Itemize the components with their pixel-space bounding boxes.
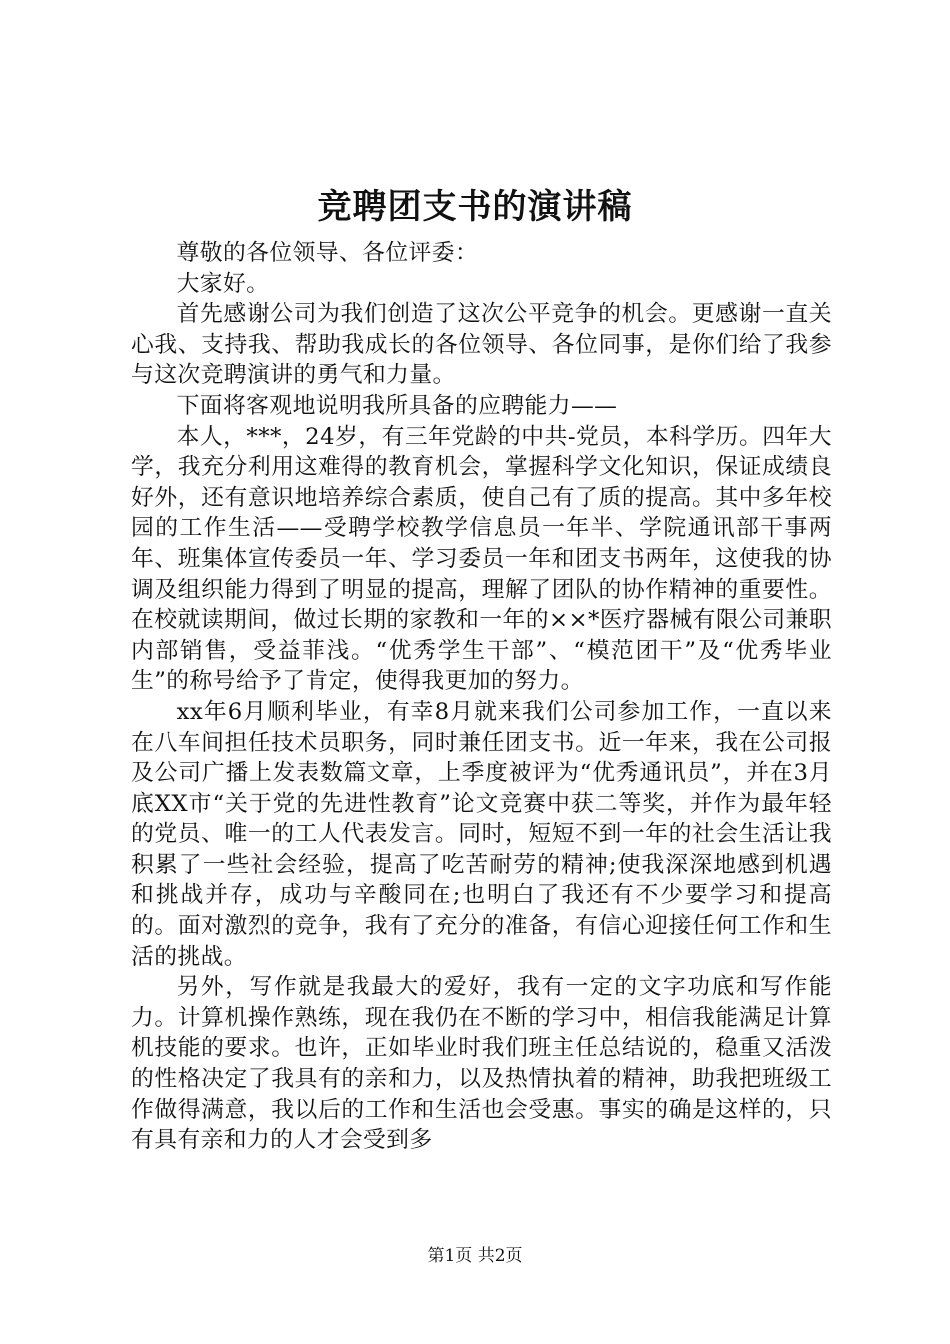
- salutation: 尊敬的各位领导、各位评委：: [176, 240, 479, 266]
- document-title: 竞聘团支书的演讲稿: [317, 187, 633, 227]
- paragraph-work: xx年6月顺利毕业，有幸8月就来我们公司参加工作，一直以来在八车间担任技术员职务，同时兼任团支书。近一年来，我在公司报及公司广播上发表数篇文章，上季度被评为“优秀通讯员”，并在3月底XX市“关于党的先进性教育”论文竞赛中获二等奖，并作为最年轻的党员、唯一的工人代表发言。同时，短短不到一年的社会生活让我积累了一些社会经验，提高了吃苦耐劳的精神;使我深深地感到机遇和挑战并存，成功与辛酸同在;也明白了我还有不少要学习和提高的。面对激烈的竞争，我有了充分的准备，有信心迎接任何工作和生活的挑战。: [131, 698, 832, 970]
- paragraph-thanks: 首先感谢公司为我们创造了这次公平竞争的机会。更感谢一直关心我、支持我、帮助我成长的各位领导、各位同事，是你们给了我参与这次竞聘演讲的勇气和力量。: [131, 301, 832, 389]
- page-footer: 第1页 共2页: [427, 1246, 523, 1266]
- document-body: [131, 238, 832, 1156]
- paragraph-skills: 另外，写作就是我最大的爱好，我有一定的文字功底和写作能力。计算机操作熟练，现在我仍在不断的学习中，相信我能满足计算机技能的要求。也许，正如毕业时我们班主任总结说的，稳重又活泼的性格决定了我具有的亲和力，以及热情执着的精神，助我把班级工作做得满意，我以后的工作和生活也会受惠。事实的确是这样的，只有具有亲和力的人才会受到多: [131, 974, 832, 1154]
- paragraph-intro: 下面将客观地说明我所具备的应聘能力——: [176, 392, 618, 419]
- paragraph-background: 本人，***，24岁，有三年党龄的中共-党员，本科学历。四年大学，我充分利用这难得的教育机会，掌握科学文化知识，保证成绩良好外，还有意识地培养综合素质，使自己有了质的提高。其中多年校园的工作生活——受聘学校教学信息员一年半、学院通讯部干事两年、班集体宣传委员一年、学习委员一年和团支书两年，这使我的协调及组织能力得到了明显的提高，理解了团队的协作精神的重要性。在校就读期间，做过长期的家教和一年的××*医疗器械有限公司兼职内部销售，受益菲浅。“优秀学生干部”、“模范团干”及“优秀毕业生”的称号给予了肯定，使得我更加的努力。: [131, 423, 832, 695]
- greeting: 大家好。: [176, 270, 270, 297]
